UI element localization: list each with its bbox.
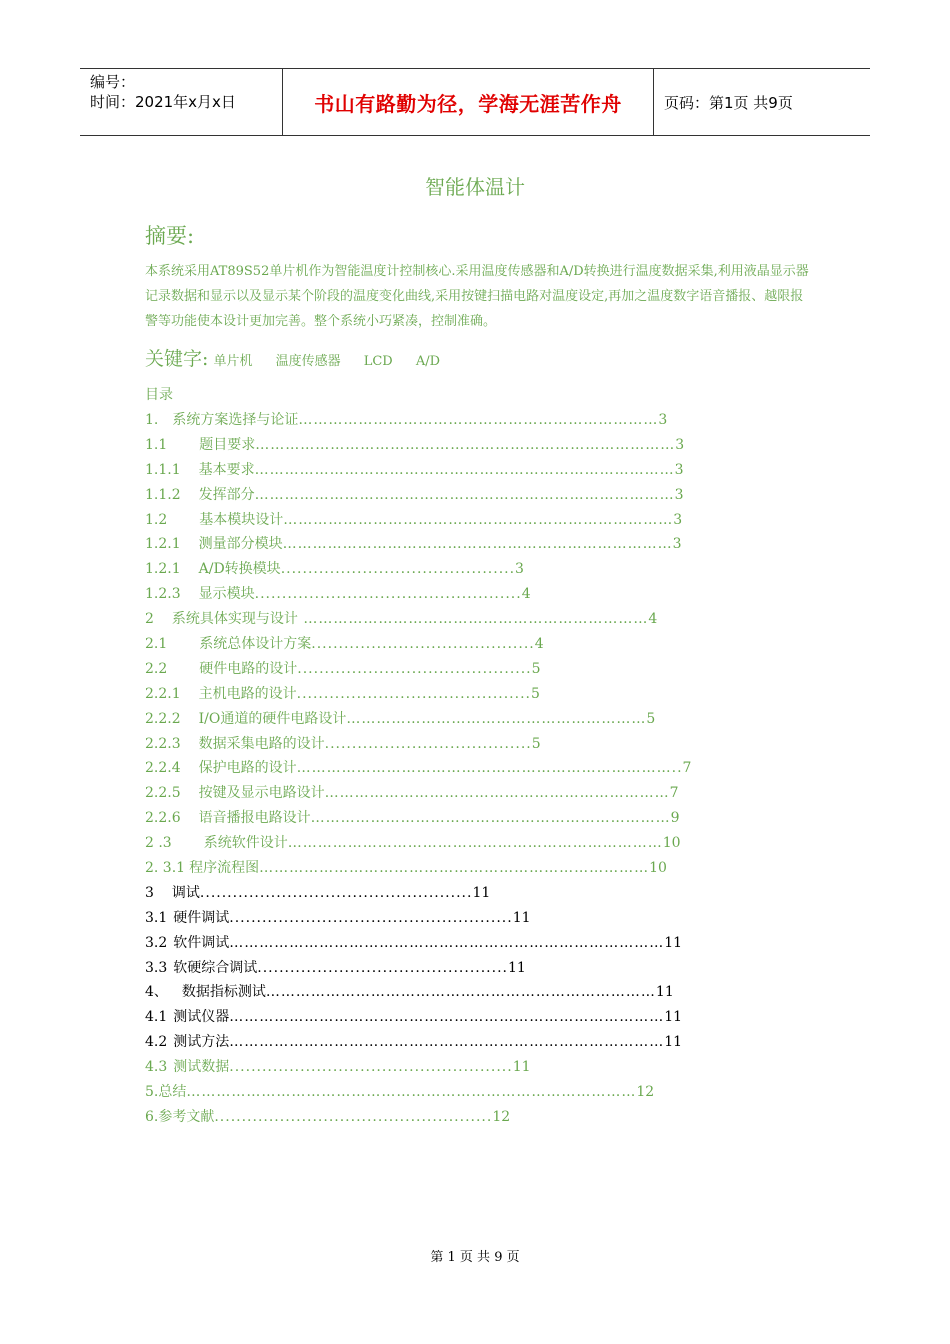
toc-entry-leader: ....................................................	[229, 909, 513, 926]
toc-entry-page: 5	[531, 735, 541, 752]
toc-entry-number: 1.2	[145, 511, 168, 528]
toc-entry-page: 11	[512, 909, 531, 926]
toc-entry-leader: ……………………………………………………………………………	[229, 934, 665, 951]
toc-entry-title: 显示模块	[198, 586, 255, 603]
page-label: 页码：第1页 共9页	[664, 93, 793, 112]
toc-entry-page: 11	[655, 984, 674, 1001]
toc-entry-title: 测试仪器	[173, 1009, 230, 1026]
toc-entry-leader: ...........................................	[296, 685, 531, 702]
toc-entry-leader: ……………………………………………………………	[324, 785, 670, 802]
toc-entry-number: 2.1	[145, 636, 168, 653]
toc-entry-page: 7	[669, 785, 679, 802]
toc-entry[interactable]	[145, 781, 705, 806]
toc-entry-leader: ...........................................	[280, 561, 516, 578]
toc-entry-number: 1.1	[145, 436, 168, 453]
toc-entry-leader: …………………………………………………………………..	[296, 760, 683, 777]
keyword: 温度传感器	[275, 354, 341, 369]
toc-entry-number: 2 .3	[145, 835, 172, 852]
toc-entry-page: 11	[507, 959, 526, 976]
toc-entry-leader: ...........................................	[297, 660, 532, 677]
toc-entry-leader: ……………………………………………………………………	[265, 984, 656, 1001]
toc-entry-title: 硬件电路的设计	[199, 660, 298, 677]
toc-entry-title: 数据指标测试	[181, 984, 266, 1001]
toc-entry-leader: …………………………………………………………………………	[254, 486, 675, 503]
toc-entry[interactable]	[145, 956, 705, 981]
toc-entry-leader: ……………………………………………………………………………	[229, 1009, 665, 1026]
toc-entry-number: 1.1.2	[145, 486, 181, 503]
table-of-contents	[145, 408, 705, 1130]
toc-entry-leader: ……………………………………………………………………	[282, 536, 673, 553]
toc-entry-title: 系统方案选择与论证	[172, 412, 299, 428]
toc-entry-page: 11	[664, 1009, 683, 1026]
header-meta-cell	[80, 69, 282, 135]
toc-entry-leader: ..................................................	[199, 884, 473, 901]
toc-entry-title: 按键及显示电路设计	[198, 785, 325, 802]
toc-entry-title: 总结	[158, 1084, 187, 1101]
toc-entry-page: 11	[664, 934, 683, 951]
toc-entry-number: 2.2.5	[145, 785, 181, 802]
toc-entry-title: A/D转换模块	[198, 561, 281, 578]
toc-entry-leader: ....................................................	[229, 1059, 513, 1076]
toc-entry-page: 12	[492, 1108, 511, 1125]
toc-entry-page: 3	[674, 461, 684, 478]
toc-entry-title: 调试	[171, 884, 200, 901]
toc-entry-title: 系统具体实现与设计	[171, 611, 298, 628]
toc-entry-page: 12	[636, 1084, 655, 1101]
toc-entry-leader: ……………………………………………………………………	[283, 511, 674, 528]
toc-entry-number: 4.3	[145, 1059, 168, 1076]
header-page-cell	[654, 69, 870, 135]
keyword: 单片机	[213, 354, 253, 369]
toc-entry-title: 硬件调试	[173, 909, 230, 926]
toc-entry-title: 测试方法	[173, 1034, 230, 1051]
toc-entry-title: I/O通道的硬件电路设计	[198, 710, 347, 727]
toc-entry-leader: ..............................................	[257, 959, 508, 976]
toc-entry-leader: …………………………………………………………………………	[254, 461, 675, 478]
keywords-line	[145, 344, 458, 371]
toc-entry[interactable]	[145, 756, 705, 781]
toc-entry-number: 5.	[145, 1084, 159, 1101]
toc-entry-page: 5	[531, 660, 541, 677]
toc-entry-page: 4	[521, 586, 531, 603]
toc-entry-page: 9	[670, 810, 680, 827]
toc-entry-title: 数据采集电路的设计	[198, 735, 325, 752]
toc-entry[interactable]	[145, 707, 705, 732]
toc-entry-number: 1.1.1	[145, 461, 181, 478]
toc-entry[interactable]	[145, 657, 705, 682]
toc-entry[interactable]	[145, 1030, 705, 1055]
toc-entry-title: 软硬综合调试	[173, 959, 258, 976]
toc-entry-leader: ………………………………………………………………	[310, 810, 671, 827]
keyword: LCD	[363, 354, 393, 369]
toc-entry[interactable]	[145, 682, 705, 707]
toc-entry-title: 基本模块设计	[199, 511, 284, 528]
toc-entry-leader: ……………………………………………………………………………	[229, 1034, 665, 1051]
toc-entry[interactable]	[145, 532, 705, 557]
code-label: 编号：	[90, 73, 136, 91]
toc-entry-page: 4	[534, 636, 544, 653]
toc-entry[interactable]	[145, 1005, 705, 1030]
toc-entry[interactable]	[145, 582, 705, 607]
toc-entry-number: 6.	[145, 1108, 159, 1125]
toc-entry-leader: ………………………………………………………………………………	[186, 1084, 637, 1101]
toc-entry-number: 3.1	[145, 909, 168, 926]
toc-heading: 目录	[145, 387, 173, 403]
toc-entry[interactable]	[145, 433, 705, 458]
toc-entry-leader: …………………………………………………………………………	[255, 436, 676, 453]
toc-entry-page: 5	[530, 685, 540, 702]
toc-entry[interactable]	[145, 1055, 705, 1080]
toc-entry-title: 基本要求	[198, 461, 255, 478]
toc-entry-page: 4	[648, 611, 658, 628]
toc-entry-number: 3.2	[145, 934, 168, 951]
toc-entry-number: 2.2.1	[145, 685, 181, 702]
toc-entry-number: 4.2	[145, 1034, 168, 1051]
toc-entry-number: 2.2.6	[145, 810, 181, 827]
toc-entry-number: 1.2.1	[145, 536, 181, 553]
toc-entry-page: 3	[515, 561, 524, 578]
toc-entry-page: 11	[512, 1059, 531, 1076]
toc-entry-title: 系统软件设计	[203, 835, 288, 852]
toc-entry-leader: ………………………………………………………………	[298, 412, 659, 428]
toc-entry-leader: ...................................................	[214, 1108, 493, 1125]
abstract-text: 本系统采用AT89S52单片机作为智能温度计控制核心.采用温度传感器和A/D转换进行温度数据采集,利用液晶显示器记录数据和显示以及显示某个阶段的温度变化曲线,采用按键扫描电路对温度设定,再加之温度数字语音播报、越限报警等功能使本设计更加完善。整个系统小巧紧凑，控制准确。	[145, 264, 809, 329]
page-footer: 第 1 页 共 9 页	[430, 1250, 520, 1265]
toc-entry-page: 5	[646, 710, 656, 727]
toc-entry-title: 测量部分模块	[198, 536, 283, 553]
toc-entry-title: 保护电路的设计	[198, 760, 297, 777]
toc-entry[interactable]	[145, 931, 705, 956]
toc-entry-title: 主机电路的设计	[198, 685, 297, 702]
toc-entry-title: 发挥部分	[198, 486, 255, 503]
header-motto-cell	[282, 69, 654, 135]
toc-entry-number: 2	[145, 611, 154, 628]
toc-entry[interactable]	[145, 980, 705, 1005]
toc-entry-title: 软件调试	[173, 934, 230, 951]
toc-entry-number: 2.2.2	[145, 710, 181, 727]
toc-entry[interactable]	[145, 1080, 705, 1105]
toc-entry[interactable]	[145, 607, 705, 632]
toc-entry-number: 2.2.4	[145, 760, 181, 777]
toc-entry-page: 3	[673, 511, 683, 528]
toc-entry-number: 3	[145, 884, 154, 901]
toc-entry-title: 测试数据	[173, 1059, 230, 1076]
toc-entry[interactable]	[145, 906, 705, 931]
time-label: 时间：2021年x月x日	[90, 93, 236, 111]
toc-entry-page: 10	[662, 835, 681, 852]
toc-entry-title: 语音播报电路设计	[198, 810, 311, 827]
document-title: 智能体温计	[425, 175, 525, 199]
toc-entry-number: 4、	[145, 984, 168, 1001]
toc-entry[interactable]	[145, 458, 705, 483]
toc-entry-page: 3	[658, 412, 668, 428]
toc-entry-page: 11	[472, 884, 491, 901]
toc-entry-page: 10	[649, 860, 667, 877]
toc-entry[interactable]	[145, 632, 705, 657]
toc-entry-leader: ……………………………………………………………………	[259, 860, 650, 877]
toc-entry-leader: ......................................	[324, 735, 532, 752]
toc-entry-leader: .........................................	[311, 636, 535, 653]
toc-entry-number: 1.2.3	[145, 586, 181, 603]
toc-entry-leader: …………………………………………………………………	[287, 835, 663, 852]
toc-entry[interactable]	[145, 856, 705, 881]
toc-entry[interactable]	[145, 1105, 705, 1130]
motto-text: 书山有路勤为径，学海无涯苦作舟	[314, 91, 622, 116]
toc-entry-leader: .................................................	[254, 586, 522, 603]
toc-entry-leader: ……………………………………………………………	[297, 611, 649, 628]
toc-entry-number: 1.2.1	[145, 561, 181, 578]
toc-entry-leader: ……………………………………………………	[346, 710, 647, 727]
toc-entry-title: 程序流程图	[189, 860, 260, 877]
toc-entry-number: 4.1	[145, 1009, 168, 1026]
toc-entry-number: 3.3	[145, 959, 168, 976]
toc-entry-page: 3	[674, 486, 684, 503]
toc-entry-page: 3	[672, 536, 682, 553]
toc-entry[interactable]	[145, 806, 705, 831]
abstract-heading: 摘要:	[145, 224, 195, 248]
toc-entry[interactable]	[145, 557, 705, 582]
toc-entry[interactable]	[145, 483, 705, 508]
toc-entry[interactable]	[145, 881, 705, 906]
toc-entry[interactable]	[145, 831, 705, 856]
toc-entry-page: 3	[675, 436, 685, 453]
toc-entry-title: 系统总体设计方案	[199, 636, 312, 653]
toc-entry-page: 11	[664, 1034, 683, 1051]
toc-entry-page: 7	[682, 760, 692, 777]
toc-entry[interactable]	[145, 508, 705, 533]
keywords-heading: 关键字:	[145, 348, 209, 370]
keyword: A/D	[415, 354, 441, 369]
header-table	[80, 68, 870, 136]
toc-entry-title: 参考文献	[158, 1108, 215, 1125]
toc-entry-number: 1.	[145, 412, 159, 428]
toc-entry-title: 题目要求	[199, 436, 256, 453]
toc-entry-number: 2.2	[145, 660, 168, 677]
toc-entry-number: 2.2.3	[145, 735, 181, 752]
toc-entry[interactable]	[145, 732, 705, 757]
toc-entry[interactable]	[145, 408, 705, 433]
toc-entry-number: 2. 3.1	[145, 860, 186, 877]
